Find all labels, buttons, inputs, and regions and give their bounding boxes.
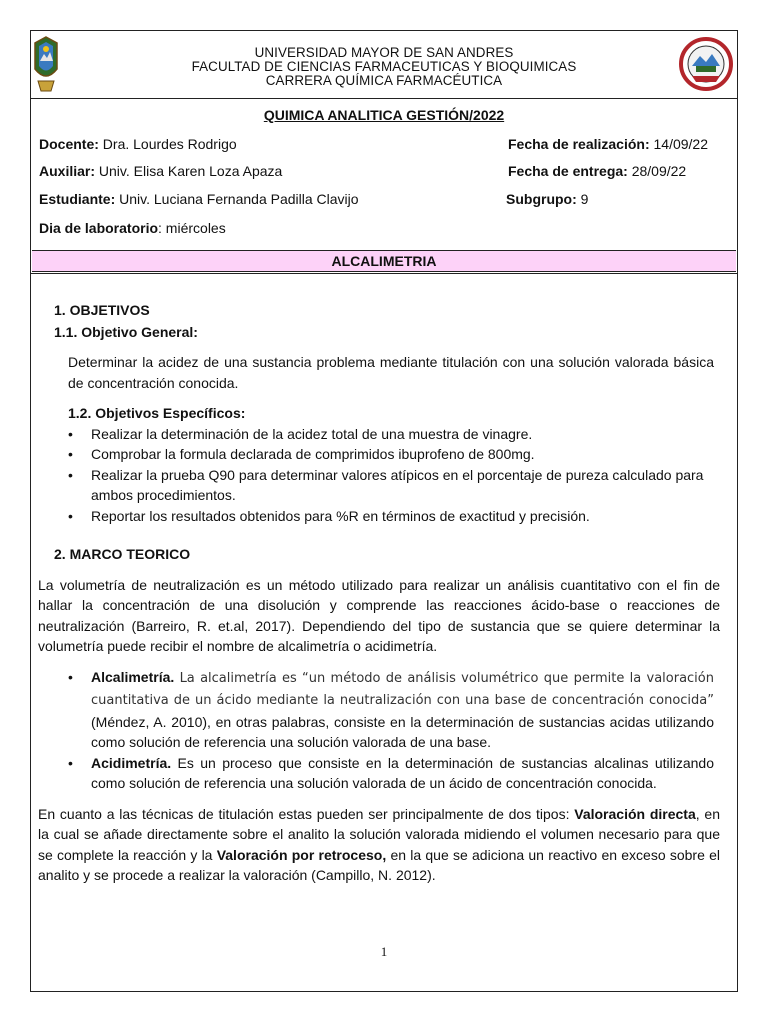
alcalimetria-quote: La alcalimetría es “un método de análisis volumétrico que permite la valoración cuantitativa de un ácido mediante la neutralización con una base de concentración conocida” [91,670,714,708]
dia-laboratorio-row [39,220,226,236]
marco-teorico-bullets [68,667,714,794]
section-marco-teorico-heading: 2. MARCO TEORICO [54,546,191,562]
list-item [68,424,714,445]
faculty-seal-logo-icon [678,36,734,92]
objetivos-especificos-heading: 1.2. Objetivos Específicos: [68,405,246,421]
acidimetria-term: Acidimetría. [91,754,172,771]
auxiliar-row [39,163,282,179]
valoracion-retroceso-text: en la que se adiciona un reactivo en exceso sobre el analito y se procede a realizar la valoración (Campillo, N. 2012). [38,846,720,883]
dia-laboratorio-value: : miércoles [158,220,226,236]
fecha-realizacion-value: 14/09/22 [649,136,708,152]
estudiante-row [39,191,359,207]
section-band-title: ALCALIMETRIA [32,250,736,272]
valoracion-directa-text: , en la cual se añade directamente sobre el analito la solución valorada midiendo el volumen necesario para que se complete la reacción y la [38,805,720,863]
bullet-icon: • [68,425,73,442]
section-objetivos-heading: 1. OBJETIVOS [54,302,150,318]
estudiante-label: Estudiante: [39,191,116,207]
document-header [30,30,738,98]
fecha-realizacion-row [508,136,708,152]
bullet-icon: • [68,466,73,483]
docente-label: Docente: [39,136,99,152]
subgrupo-value: 9 [576,191,589,207]
list-item [68,753,714,794]
page-number: 1 [380,944,388,959]
list-item-text: Reportar los resultados obtenidos para %R en términos de exactitud y precisión. [91,507,590,524]
auxiliar-value: Univ. Elisa Karen Loza Apaza [95,163,283,179]
docente-row [39,136,237,152]
list-item-text: Comprobar la formula declarada de comprimidos ibuprofeno de 800mg. [91,446,535,462]
objetivo-general-heading: 1.1. Objetivo General: [54,323,198,340]
acidimetria-text: Es un proceso que consiste en la determinación de sustancias alcalinas utilizando como solución de referencia una solución valorada de un ácido de concentración conocida. [91,754,714,791]
alcalimetria-term: Alcalimetría. [91,668,175,685]
objetivo-general-text: Determinar la acidez de una sustancia problema mediante titulación con una solución valorada básica de concentración conocida. [68,354,714,391]
subgrupo-label: Subgrupo: [506,191,577,207]
document-body [38,300,720,886]
marco-teorico-paragraph-1: La volumetría de neutralización es un método utilizado para realizar un análisis cuantitativo con el fin de hallar la concentración de una disolución y comprende las reacciones ácido-base o reacciones de neutralización (Barreiro, R. et.al, 2017). Dependiendo del tipo de sustancia que se quiere determinar la volumetría puede recibir el nombre de alcalimetría o acidimetría. [38,576,720,654]
list-item [68,506,714,527]
docente-value: Dra. Lourdes Rodrigo [98,136,237,152]
bullet-icon: • [68,507,73,524]
objetivos-especificos-list [68,424,714,527]
marco-teorico-paragraph-2 [38,804,720,886]
institution-heading [130,46,638,88]
list-item [68,667,714,753]
list-item-text: Realizar la prueba Q90 para determinar valores atípicos en el porcentaje de pureza calculado para ambos procedimientos. [91,466,704,503]
alcalimetria-text: (Méndez, A. 2010), en otras palabras, consiste en la determinación de sustancias acidas utilizando como solución de referencia una solución valorada de una base. [91,713,714,750]
course-info-box [30,98,738,274]
umsa-shield-logo-icon [32,35,60,95]
dia-laboratorio-label: Dia de laboratorio [39,220,159,236]
valoracion-directa-term: Valoración directa [574,805,696,822]
list-item [68,465,714,506]
fecha-entrega-row [508,163,686,179]
list-item [68,444,714,465]
valoracion-retroceso-term: Valoración por retroceso, [216,846,387,863]
course-title: QUIMICA ANALITICA GESTIÓN/2022 [263,107,505,123]
bullet-icon: • [68,668,73,685]
list-item-text: Realizar la determinación de la acidez total de una muestra de vinagre. [91,425,533,442]
bullet-icon: • [68,754,73,771]
career-name: CARRERA QUÍMICA FARMACÉUTICA [265,73,503,88]
subgrupo-row [506,191,588,207]
fecha-entrega-value: 28/09/22 [627,163,687,179]
fecha-entrega-label: Fecha de entrega: [508,163,628,179]
estudiante-value: Univ. Luciana Fernanda Padilla Clavijo [115,191,359,207]
faculty-name: FACULTAD DE CIENCIAS FARMACEUTICAS Y BIOQUIMICAS [191,59,577,74]
bullet-icon: • [68,446,73,462]
titulacion-intro: En cuanto a las técnicas de titulación estas pueden ser principalmente de dos tipos: [38,805,575,822]
university-name: UNIVERSIDAD MAYOR DE SAN ANDRES [254,45,514,60]
auxiliar-label: Auxiliar: [39,163,96,179]
fecha-realizacion-label: Fecha de realización: [508,136,650,152]
